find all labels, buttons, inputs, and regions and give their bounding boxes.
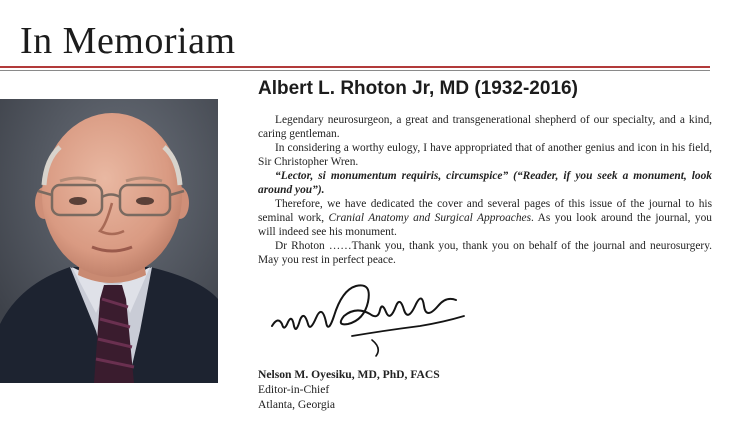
paragraph: Legendary neurosurgeon, a great and transgenerational shepherd of our specialty, and a kind, caring gentleman. bbox=[258, 114, 712, 140]
article-title: Albert L. Rhoton Jr, MD (1932-2016) bbox=[258, 78, 578, 99]
heading-rule-grey bbox=[0, 70, 710, 71]
paragraph: Dr Rhoton ……Thank you, thank you, thank you on behalf of the journal and neurosurgery. May you rest in perfect peace. bbox=[258, 240, 712, 266]
book-title: Cranial Anatomy and Surgical Approaches bbox=[328, 212, 532, 224]
author-location: Atlanta, Georgia bbox=[258, 398, 336, 411]
paragraph: In considering a worthy eulogy, I have appropriated that of another genius and icon in his field, Sir Christopher Wren. bbox=[258, 142, 712, 168]
portrait-photo bbox=[0, 99, 218, 383]
latin-quote: “Lector, si monumentum requiris, circumspice” (“Reader, if you seek a monument, look around you”). bbox=[258, 170, 712, 196]
signature-block bbox=[258, 367, 440, 412]
author-name: Nelson M. Oyesiku, MD, PhD, FACS bbox=[258, 368, 440, 381]
paragraph: Therefore, we have dedicated the cover and several pages of this issue of the journal to his seminal work, Cranial Anatomy and Surgical Approaches. As you look around the journal, you will indeed see his monument. bbox=[258, 198, 712, 238]
heading-rule-red bbox=[0, 66, 710, 68]
article-body bbox=[258, 113, 712, 267]
author-role: Editor-in-Chief bbox=[258, 383, 330, 396]
signature-icon bbox=[268, 276, 468, 358]
page-heading: In Memoriam bbox=[20, 20, 236, 62]
portrait-illustration bbox=[0, 99, 218, 383]
